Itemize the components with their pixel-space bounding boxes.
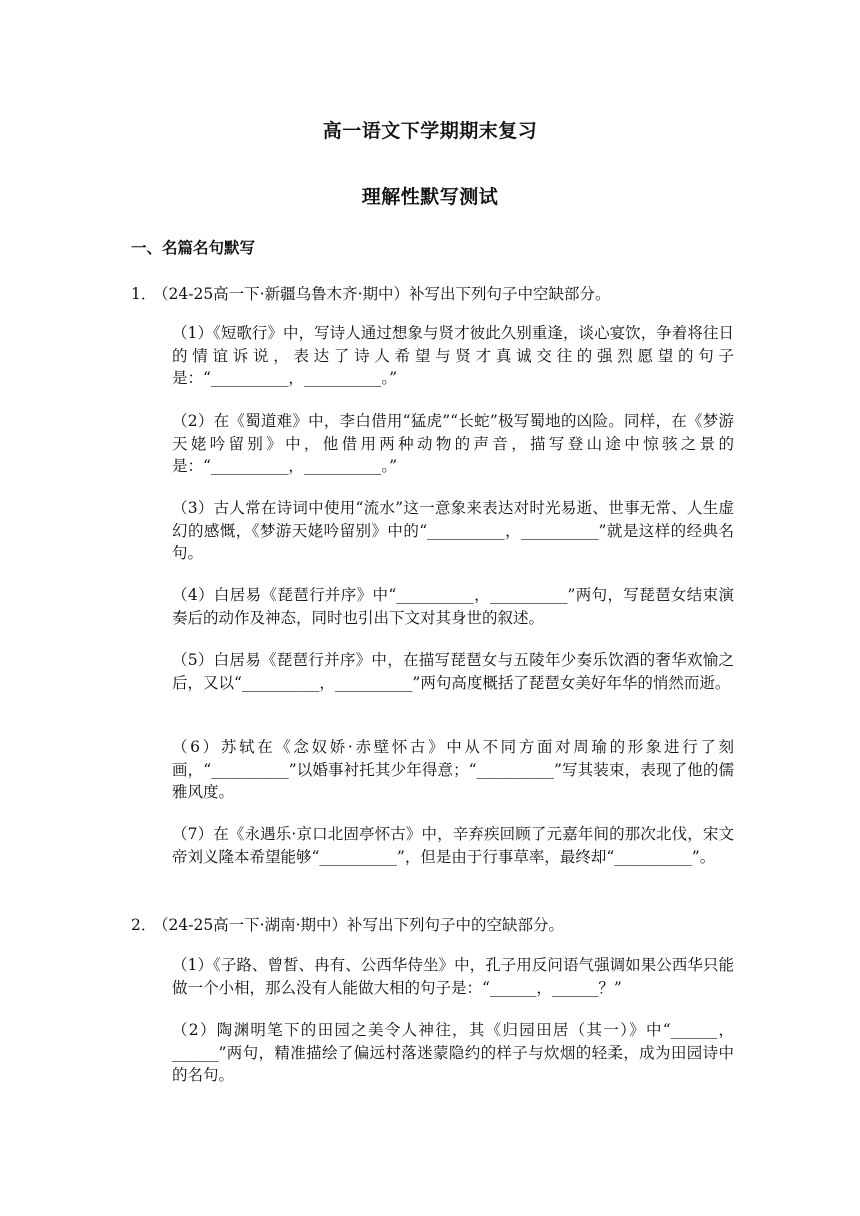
- question-1-item-6: （6）苏轼在《念奴娇·赤壁怀古》中从不同方面对周瑜的形象进行了刻画，“__________”以婚事衬托其少年得意；“__________”写其装束，表现了他的儒雅风度。: [172, 738, 734, 801]
- question-number: 2．: [131, 916, 157, 934]
- question-1-item-1: （1）《短歌行》中，写诗人通过想象与贤才彼此久别重逢，谈心宴饮，争着将往日的情谊诉说，表达了诗人希望与贤才真诚交往的强烈愿望的句子是：“__________，__________。”: [172, 324, 734, 387]
- question-number: 1．: [131, 285, 157, 303]
- question-1-stem: [131, 283, 731, 305]
- document-subtitle: 理解性默写测试: [361, 186, 499, 208]
- question-1-item-7: （7）在《永遇乐·京口北固亭怀古》中，辛弃疾回顾了元嘉年间的那次北伐，宋文帝刘义隆本希望能够“__________”，但是由于行事草率，最终却“__________”。: [172, 825, 734, 866]
- question-1-item-3: （3）古人常在诗词中使用“流水”这一意象来表达对时光易逝、世事无常、人生虚幻的感慨，《梦游天姥吟留别》中的“__________，__________”就是这样的经典名句。: [172, 499, 734, 562]
- question-2-item-2: （2）陶渊明笔下的田园之美令人神往，其《归园田居（其一）》中“______，______”两句，精准描绘了偏远村落迷蒙隐约的样子与炊烟的轻柔，成为田园诗中的名句。: [172, 1021, 734, 1084]
- question-1-item-5: （5）白居易《琵琶行并序》中，在描写琵琶女与五陵年少奏乐饮酒的奢华欢愉之后，又以“__________，__________”两句高度概括了琵琶女美好年华的悄然而逝。: [172, 651, 734, 692]
- question-1-item-2: （2）在《蜀道难》中，李白借用“猛虎”“长蛇”极写蜀地的凶险。同样，在《梦游天姥吟留别》中，他借用两种动物的声音，描写登山途中惊骇之景的是：“__________，__________。”: [172, 412, 734, 475]
- section-heading: 一、名篇名句默写: [131, 238, 256, 257]
- question-stem-text: （24-25高一下·新疆乌鲁木齐·期中）补写出下列句子中空缺部分。: [153, 285, 611, 303]
- question-stem-text: （24-25高一下·湖南·期中）补写出下列句子中的空缺部分。: [153, 916, 565, 934]
- document-title: 高一语文下学期期末复习: [322, 120, 538, 142]
- question-1-item-4: （4）白居易《琵琶行并序》中“__________，__________”两句，写琵琶女结束演奏后的动作及神态，同时也引出下文对其身世的叙述。: [172, 586, 734, 627]
- question-2-item-1: （1）《子路、曾皙、冉有、公西华侍坐》中，孔子用反问语气强调如果公西华只能做一个小相，那么没有人能做大相的句子是：“______，______？”: [172, 956, 734, 997]
- question-2-stem: [131, 914, 731, 936]
